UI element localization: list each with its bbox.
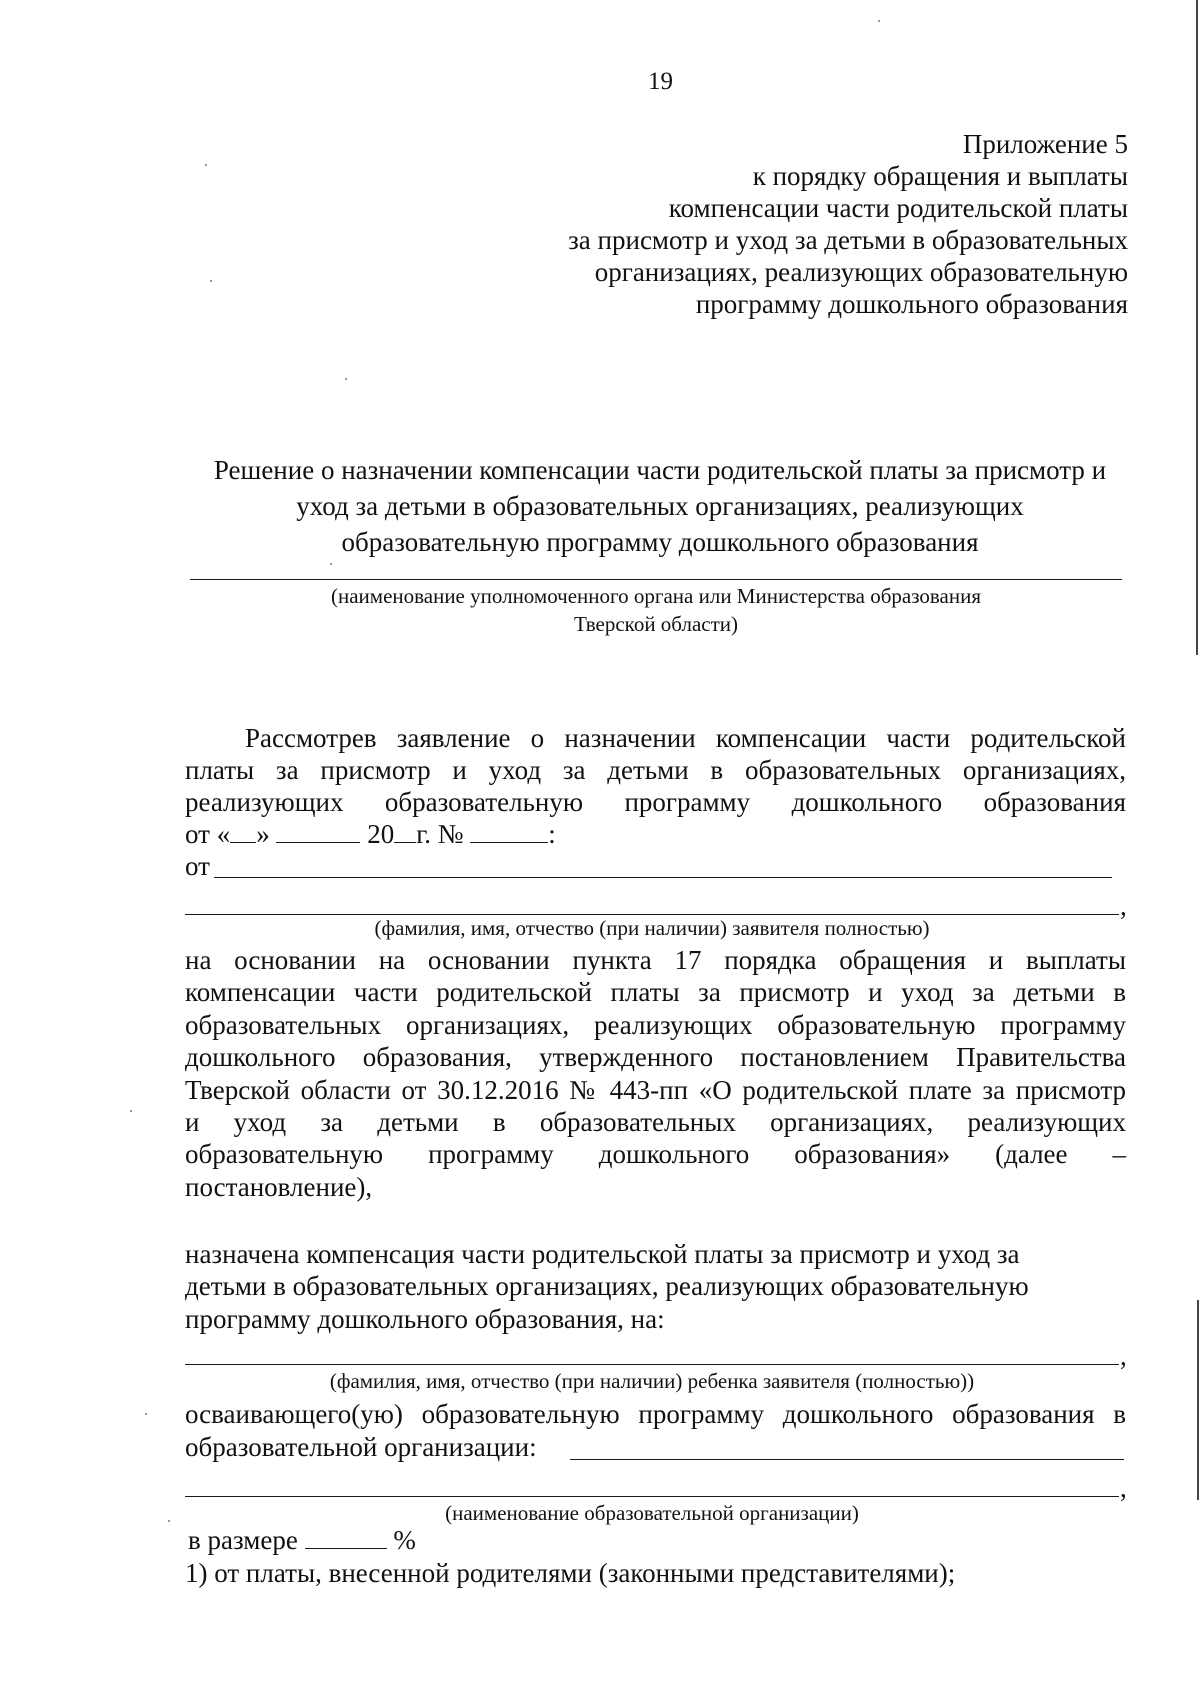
amount-label: в размере [188, 1525, 298, 1555]
mastering-line: осваивающего(ую) образовательную программу дошкольного образования в [185, 1399, 1126, 1429]
appendix-line: компенсации части родительской платы [668, 193, 1128, 223]
basis-line: компенсации части родительской платы за присмотр и уход за детьми в [185, 977, 1126, 1008]
appendix-line: Приложение 5 [962, 129, 1128, 159]
child-caption: (фамилия, имя, отчество (при наличии) ребенка заявителя (полностью)) [329, 1369, 975, 1393]
child-name-field[interactable] [185, 1364, 1119, 1365]
assigned-line: назначена компенсация части родительской платы за присмотр и уход за [185, 1239, 1020, 1269]
scan-speck [878, 20, 880, 22]
applicant-name-field-1[interactable] [214, 877, 1112, 878]
scan-speck [168, 1520, 170, 1522]
year-prefix: 20 [367, 819, 395, 849]
assigned-line: детьми в образовательных организациях, реализующих образовательную [185, 1271, 1029, 1302]
date-prefix: от « [185, 819, 231, 849]
mastering-line2: образовательной организации: [185, 1432, 537, 1462]
authority-caption-line1: (наименование уполномоченного органа или Министерства образования [330, 584, 981, 608]
review-line: платы за присмотр и уход за детьми в образовательных организациях, [185, 755, 1126, 785]
scan-speck [210, 280, 212, 282]
title-line: Решение о назначении компенсации части родительской платы за присмотр и [213, 455, 1107, 485]
review-paragraph [245, 722, 1126, 754]
mastering-paragraph [185, 1398, 1126, 1430]
organization-caption: (наименование образовательной организации) [445, 1501, 859, 1525]
authority-caption-line2: Тверской области) [573, 612, 739, 636]
appendix-line: организациях, реализующих образовательную [594, 257, 1128, 287]
date-number-line [185, 818, 556, 850]
assigned-line: программу дошкольного образования, на: [185, 1303, 665, 1334]
authority-blank-line [190, 579, 1122, 580]
date-mid: » [256, 819, 270, 849]
item-1: 1) от платы, внесенной родителями (законными представителями); [185, 1558, 956, 1588]
scan-speck [205, 164, 207, 166]
scan-edge [1196, 0, 1198, 655]
title-line: уход за детьми в образовательных организациях, реализующих [296, 491, 1024, 521]
appendix-header [568, 128, 1128, 320]
organization-field-1[interactable] [570, 1459, 1124, 1460]
review-line: реализующих образовательную программу дошкольного образования [185, 787, 1126, 818]
review-line: Рассмотрев заявление о назначении компенсации части родительской [245, 723, 1126, 753]
basis-line: постановление), [185, 1171, 373, 1202]
year-field[interactable] [394, 820, 416, 843]
child-comma: , [1120, 1341, 1127, 1371]
applicant-caption: (фамилия, имя, отчество (при наличии) заявителя полностью) [374, 916, 930, 940]
basis-line: образовательную программу дошкольного образования» (далее – [185, 1139, 1126, 1170]
organization-field-2[interactable] [185, 1496, 1119, 1497]
percent-field[interactable] [305, 1526, 387, 1549]
review-paragraph-cont [185, 754, 1126, 819]
year-suffix: г. № [416, 819, 464, 849]
colon: : [548, 819, 556, 849]
page-number: 19 [648, 68, 673, 95]
title-line: образовательную программу дошкольного образования [341, 527, 979, 557]
application-number-field[interactable] [470, 820, 548, 843]
organization-comma: , [1120, 1473, 1127, 1503]
applicant-comma: , [1120, 891, 1127, 921]
basis-line: на основании на основании пункта 17 порядка обращения и выплаты [185, 945, 1126, 975]
appendix-line: программу дошкольного образования [695, 289, 1128, 319]
basis-line: и уход за детьми в образовательных организациях, реализующих [185, 1107, 1126, 1138]
appendix-line: за присмотр и уход за детьми в образовательных [568, 225, 1128, 255]
amount-line [188, 1524, 416, 1556]
scan-speck [330, 563, 332, 565]
day-field[interactable] [230, 820, 256, 843]
basis-line: Тверской области от 30.12.2016 № 443-пп «О родительской плате за присмотр [185, 1074, 1126, 1105]
scan-speck [145, 1413, 147, 1415]
month-field[interactable] [276, 820, 360, 843]
scan-edge [1197, 1300, 1199, 1500]
assigned-paragraph [185, 1238, 1126, 1335]
appendix-line: к порядку обращения и выплаты [752, 161, 1128, 191]
document-title [180, 452, 1140, 560]
from-label: от [185, 851, 210, 881]
scan-speck [345, 378, 347, 380]
basis-line: образовательных организациях, реализующих образовательную программу [185, 1009, 1126, 1040]
basis-line: дошкольного образования, утвержденного постановлением Правительства [185, 1042, 1126, 1073]
percent-sign: % [393, 1525, 416, 1555]
basis-paragraph [185, 944, 1126, 1203]
scan-speck [130, 1110, 132, 1112]
